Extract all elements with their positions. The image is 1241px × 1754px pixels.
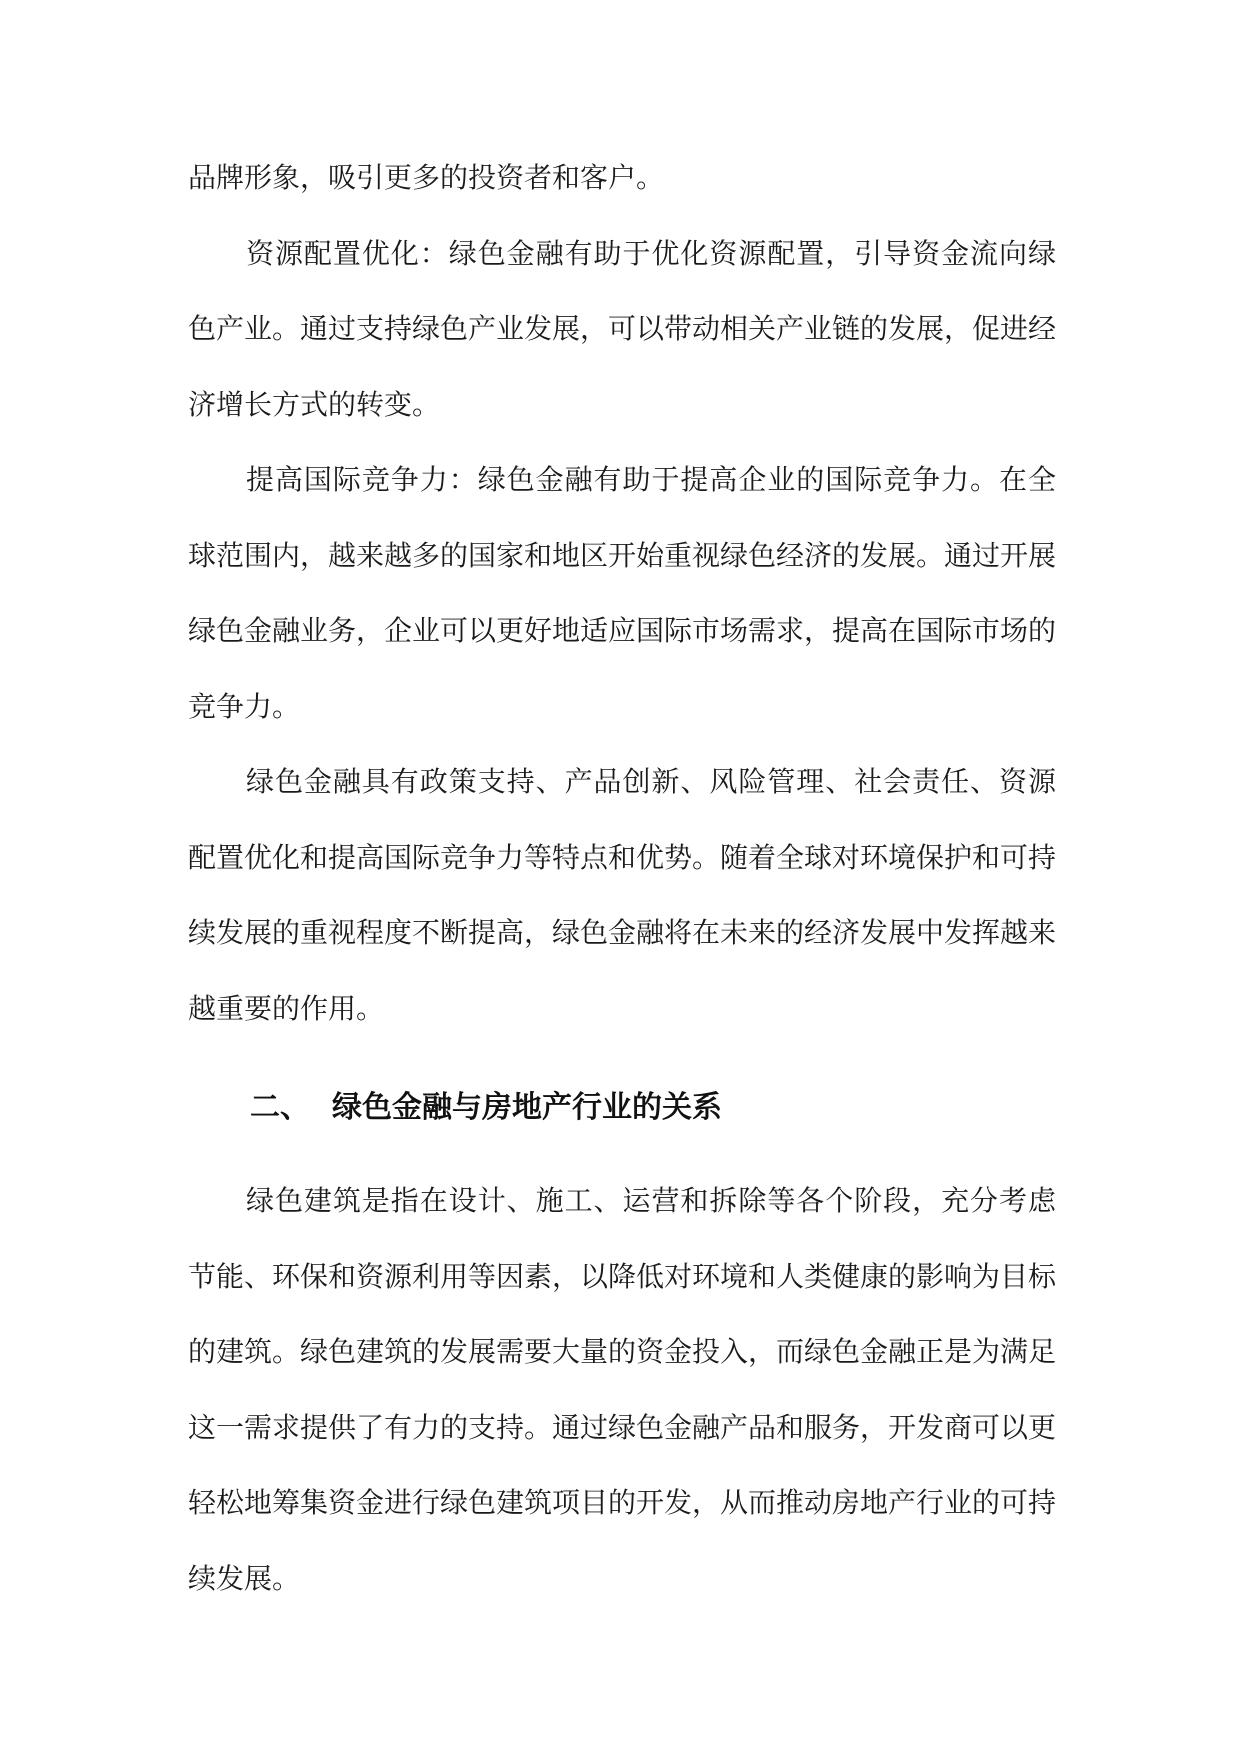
section-title: 绿色金融与房地产行业的关系	[332, 1090, 722, 1125]
section-heading	[250, 1088, 1056, 1128]
paragraph-resource-allocation: 资源配置优化：绿色金融有助于优化资源配置，引导资金流向绿色产业。通过支持绿色产业发展，可以带动相关产业链的发展，促进经济增长方式的转变。	[188, 236, 1057, 421]
document-body	[188, 140, 1056, 1616]
paragraph-summary: 绿色金融具有政策支持、产品创新、风险管理、社会责任、资源配置优化和提高国际竞争力等特点和优势。随着全球对环境保护和可持续发展的重视程度不断提高，绿色金融将在未来的经济发展中发挥越来越重要的作用。	[188, 765, 1057, 1025]
paragraph-continuation: 品牌形象，吸引更多的投资者和客户。	[188, 161, 665, 194]
paragraph-international-competitiveness: 提高国际竞争力：绿色金融有助于提高企业的国际竞争力。在全球范围内，越来越多的国家和地区开始重视绿色经济的发展。通过开展绿色金融业务，企业可以更好地适应国际市场需求，提高在国际市场的竞争力。	[188, 463, 1057, 723]
section-number: 二、	[250, 1090, 310, 1125]
paragraph-green-building: 绿色建筑是指在设计、施工、运营和拆除等各个阶段，充分考虑节能、环保和资源利用等因素，以降低对环境和人类健康的影响为目标的建筑。绿色建筑的发展需要大量的资金投入，而绿色金融正是为满足这一需求提供了有力的支持。通过绿色金融产品和服务，开发商可以更轻松地筹集资金进行绿色建筑项目的开发，从而推动房地产行业的可持续发展。	[188, 1184, 1057, 1595]
